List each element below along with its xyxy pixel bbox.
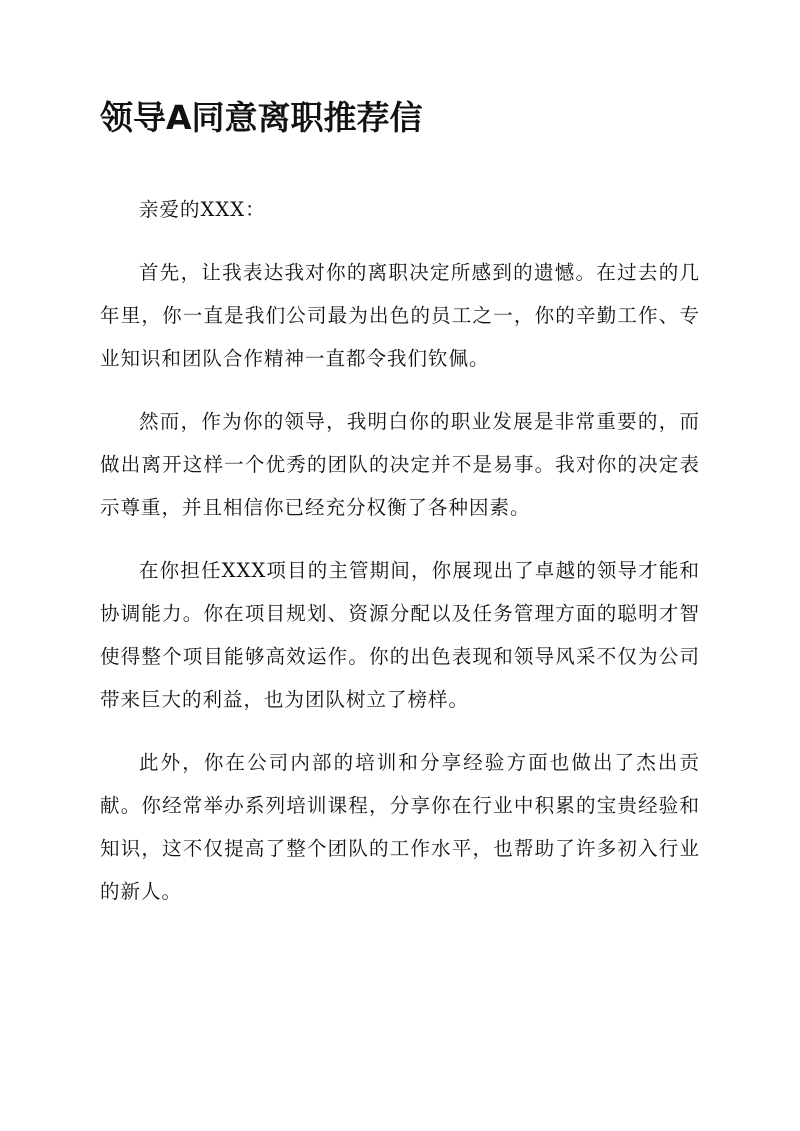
paragraph-regret: 首先，让我表达我对你的离职决定所感到的遗憾。在过去的几年里，你一直是我们公司最为出色的员工之一，你的辛勤工作、专业知识和团队合作精神一直都令我们钦佩。 [100,261,700,370]
letter-greeting: 亲爱的XXX： [139,198,266,221]
document-title: 领导A同意离职推荐信 [100,98,423,137]
letter-body [100,188,700,933]
paragraph-training: 此外，你在公司内部的培训和分享经验方面也做出了杰出贡献。你经常举办系列培训课程，分享你在行业中积累的宝贵经验和知识，这不仅提高了整个团队的工作水平，也帮助了许多初入行业的新人。 [100,751,700,903]
paragraph-leadership: 在你担任XXX项目的主管期间，你展现出了卓越的领导才能和协调能力。你在项目规划、资源分配以及任务管理方面的聪明才智使得整个项目能够高效运作。你的出色表现和领导风采不仅为公司带来巨大的利益，也为团队树立了榜样。 [100,559,700,711]
paragraph-respect: 然而，作为你的领导，我明白你的职业发展是非常重要的，而做出离开这样一个优秀的团队的决定并不是易事。我对你的决定表示尊重，并且相信你已经充分权衡了各种因素。 [100,410,700,519]
